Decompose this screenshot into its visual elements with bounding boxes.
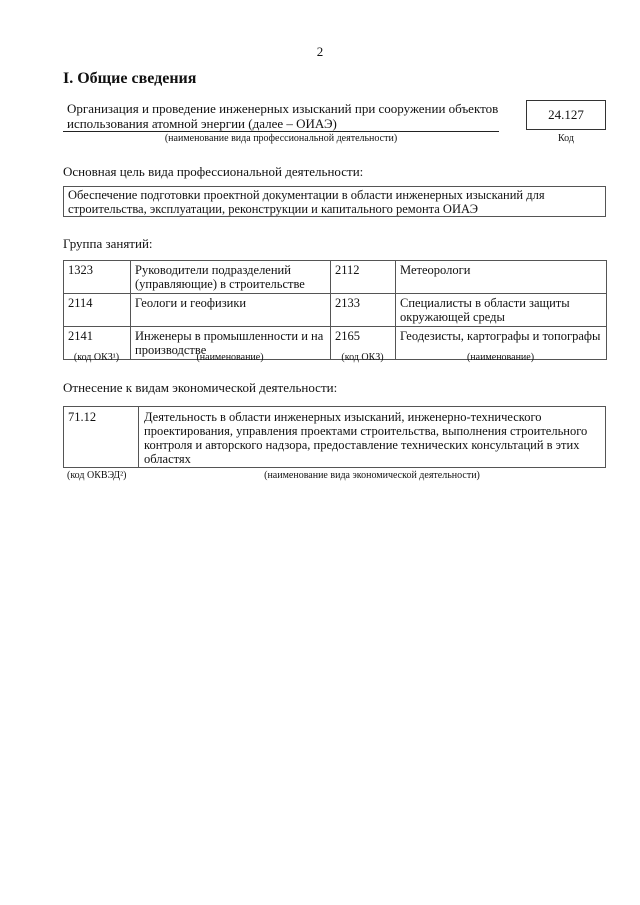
occupation-name-cell: Руководители подразделений (управляющие) в строительстве	[131, 261, 331, 294]
occupation-name-caption: (наименование)	[466, 352, 535, 363]
activity-name: Организация и проведение инженерных изысканий при сооружении объектов использования атомной энергии (далее – ОИАЭ)	[67, 101, 499, 131]
okz-code-cell: 2141	[64, 327, 131, 360]
occupation-name-cell: Геодезисты, картографы и топографы	[396, 327, 607, 360]
occupation-name-cell: Геологи и геофизики	[131, 294, 331, 327]
okz-code-cell: 2165	[331, 327, 396, 360]
okz-code-cell: 2133	[331, 294, 396, 327]
occupation-name-cell: Специалисты в области защиты окружающей среды	[396, 294, 607, 327]
activity-code: 24.127	[548, 107, 584, 122]
activity-underline	[63, 131, 499, 132]
economic-activity-box	[63, 406, 606, 468]
economic-activity-name: Деятельность в области инженерных изысканий, инженерно-технического проектирования, управления проектами строительства, выполнения строительного контроля и авторского надзора, предоставление технических консультаций в этих областях	[144, 410, 588, 466]
table-row	[64, 261, 607, 294]
occupation-name-caption: (наименование)	[196, 352, 264, 363]
activity-code-box	[526, 100, 606, 130]
goal-box	[63, 186, 606, 217]
okz-code-cell: 1323	[64, 261, 131, 294]
economic-activity-name-caption: (наименование вида экономической деятельности)	[264, 470, 480, 481]
activity-code-caption: Код	[558, 133, 574, 144]
table-row	[64, 294, 607, 327]
okz-code-cell: 2112	[331, 261, 396, 294]
okved-code-caption: (код ОКВЭД²)	[67, 470, 127, 481]
okved-code: 71.12	[64, 407, 139, 467]
okz-code-caption: (код ОКЗ¹)	[73, 352, 120, 363]
economic-activity-label: Отнесение к видам экономической деятельности:	[63, 380, 338, 395]
occupation-name-cell: Инженеры в промышленности и на производстве	[131, 327, 331, 360]
page-number: 2	[316, 44, 324, 59]
okz-code-caption: (код ОКЗ)	[341, 352, 384, 363]
activity-name-caption: (наименование вида профессиональной деятельности)	[164, 133, 398, 144]
section-title: I. Общие сведения	[63, 70, 197, 87]
occupation-name-cell: Метеорологи	[396, 261, 607, 294]
economic-activity-captions	[63, 470, 606, 484]
goal-label: Основная цель вида профессиональной деятельности:	[63, 164, 364, 179]
occupation-table	[63, 260, 607, 360]
goal-text: Обеспечение подготовки проектной документации в области инженерных изысканий для строительства, эксплуатации, реконструкции и капитального ремонта ОИАЭ	[68, 188, 545, 216]
okz-code-cell: 2114	[64, 294, 131, 327]
occupation-captions	[63, 352, 606, 366]
occupation-group-label: Группа занятий:	[63, 236, 153, 251]
